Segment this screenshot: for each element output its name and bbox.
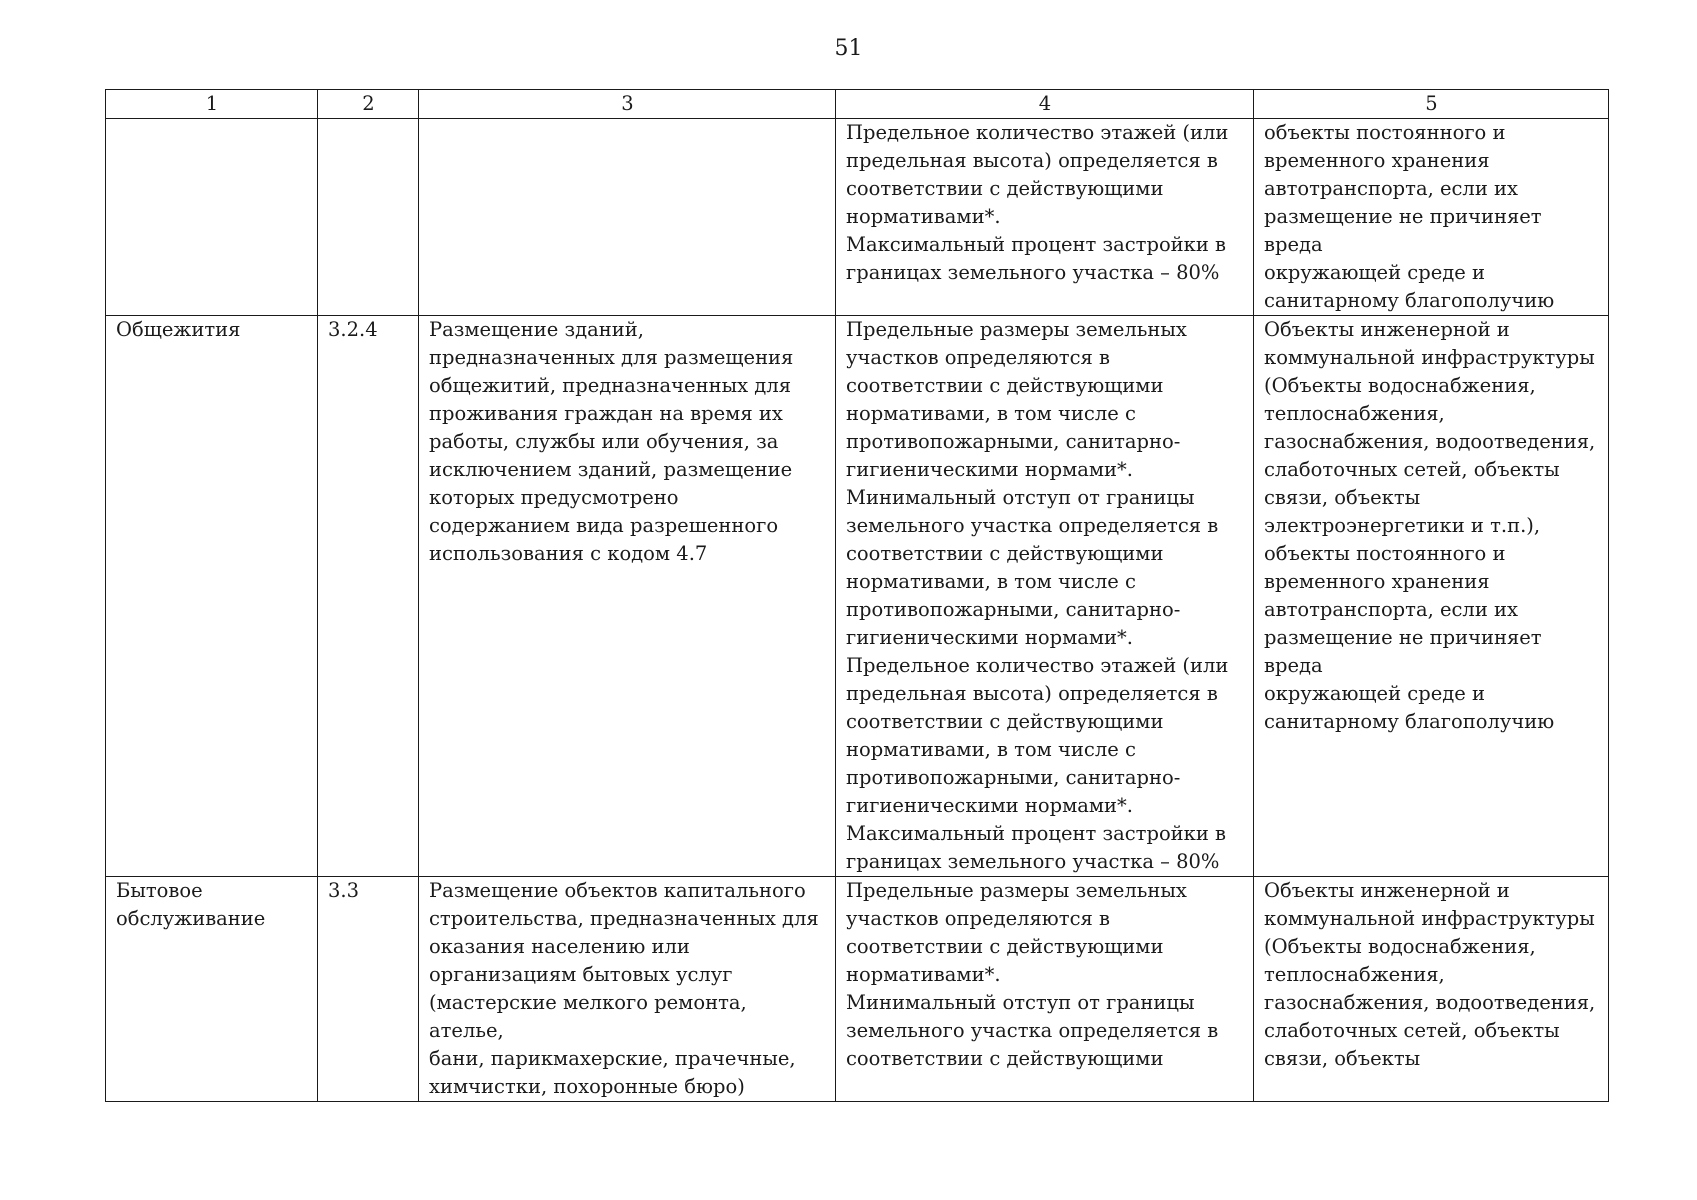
use-code-cell: 3.2.4 bbox=[318, 316, 419, 877]
land-use-table bbox=[105, 89, 1609, 1102]
table-header-row bbox=[106, 90, 1609, 119]
auxiliary-uses-cell: Объекты инженерной и коммунальной инфраструктуры (Объекты водоснабжения, теплоснабжения, газоснабжения, водоотведения, слаботочных сетей, объекты связи, объекты электроэнергетики и т.п.), объекты постоянного и временного хранения автотранспорта, если их размещение не причиняет вреда окружающей среде и санитарному благополучию bbox=[1254, 316, 1609, 877]
use-description-cell: Размещение объектов капитального строительства, предназначенных для оказания населению или организациям бытовых услуг (мастерские мелкого ремонта, ателье, бани, парикмахерские, прачечные, химчистки, похоронные бюро) bbox=[419, 877, 836, 1102]
parameters-cell: Предельные размеры земельных участков определяются в соответствии с действующими нормативами*. Минимальный отступ от границы земельного участка определяется в соответствии с действующими bbox=[836, 877, 1254, 1102]
header-cell-4: 4 bbox=[836, 90, 1254, 119]
auxiliary-uses-cell: объекты постоянного и временного хранения автотранспорта, если их размещение не причиняет вреда окружающей среде и санитарному благополучию bbox=[1254, 119, 1609, 316]
header-cell-3: 3 bbox=[419, 90, 836, 119]
use-name-cell: Общежития bbox=[106, 316, 318, 877]
table-row bbox=[106, 877, 1609, 1102]
use-description-cell bbox=[419, 119, 836, 316]
use-name-cell bbox=[106, 119, 318, 316]
table-row bbox=[106, 316, 1609, 877]
header-cell-5: 5 bbox=[1254, 90, 1609, 119]
use-code-cell bbox=[318, 119, 419, 316]
use-code-cell: 3.3 bbox=[318, 877, 419, 1102]
use-description-cell: Размещение зданий, предназначенных для размещения общежитий, предназначенных для проживания граждан на время их работы, службы или обучения, за исключением зданий, размещение которых предусмотрено содержанием вида разрешенного использования с кодом 4.7 bbox=[419, 316, 836, 877]
page-number: 51 bbox=[834, 36, 863, 61]
parameters-cell: Предельные размеры земельных участков определяются в соответствии с действующими нормативами, в том числе с противопожарными, санитарно- гигиеническими нормами*. Минимальный отступ от границы земельного участка определяется в соответствии с действующими нормативами, в том числе с противопожарными, санитарно- гигиеническими нормами*. Предельное количество этажей (или предельная высота) определяется в соответствии с действующими нормативами, в том числе с противопожарными, санитарно- гигиеническими нормами*. Максимальный процент застройки в границах земельного участка – 80% bbox=[836, 316, 1254, 877]
auxiliary-uses-cell: Объекты инженерной и коммунальной инфраструктуры (Объекты водоснабжения, теплоснабжения, газоснабжения, водоотведения, слаботочных сетей, объекты связи, объекты bbox=[1254, 877, 1609, 1102]
table-row bbox=[106, 119, 1609, 316]
header-cell-2: 2 bbox=[318, 90, 419, 119]
use-name-cell: Бытовое обслуживание bbox=[106, 877, 318, 1102]
parameters-cell: Предельное количество этажей (или предельная высота) определяется в соответствии с действующими нормативами*. Максимальный процент застройки в границах земельного участка – 80% bbox=[836, 119, 1254, 316]
header-cell-1: 1 bbox=[106, 90, 318, 119]
